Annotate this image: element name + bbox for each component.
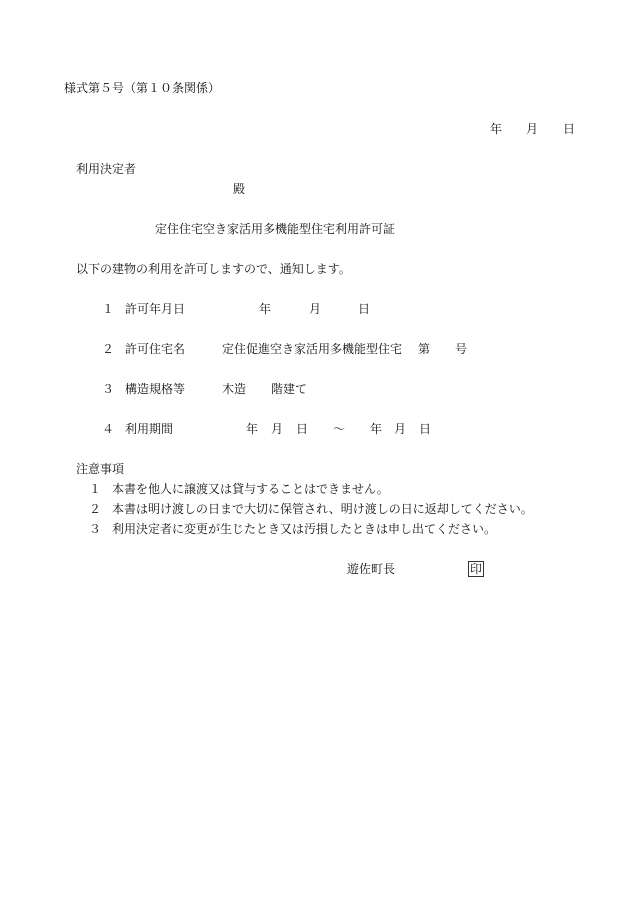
form-label: 様式第５号（第１０条関係） (64, 81, 221, 95)
note-text: 利用決定者に変更が生じたとき又は汚損したときは申し出てください。 (112, 522, 497, 536)
item-go: 号 (455, 342, 468, 356)
seal-mark (468, 561, 484, 577)
period-from-year: 年 (246, 422, 259, 436)
period-to-year: 年 (370, 422, 383, 436)
date-day: 日 (563, 122, 576, 136)
document-title: 定住住宅空き家活用多機能型住宅利用許可証 (155, 222, 396, 236)
item-dai: 第 (418, 342, 431, 356)
intro-text: 以下の建物の利用を許可しますので、通知します。 (76, 262, 351, 276)
period-to-month: 月 (394, 422, 407, 436)
item-month: 月 (309, 302, 322, 316)
period-tilde: ～ (333, 422, 346, 436)
item-floors: 階建て (271, 382, 308, 396)
item-year: 年 (259, 302, 272, 316)
item-structure-type: 木造 (222, 382, 247, 396)
item-label: 利用期間 (125, 422, 174, 436)
item-day: 日 (358, 302, 371, 316)
period-from-day: 日 (296, 422, 309, 436)
note-text: 本書を他人に譲渡又は貸与することはできません。 (112, 482, 389, 496)
item-number: ２ (102, 342, 115, 356)
date-year: 年 (490, 122, 503, 136)
seal-label: 印 (470, 562, 483, 576)
note-number: ３ (89, 522, 102, 536)
item-number: ３ (102, 382, 115, 396)
period-to-day: 日 (419, 422, 432, 436)
date-month: 月 (526, 122, 539, 136)
item-number: １ (102, 302, 115, 316)
note-number: １ (89, 482, 102, 496)
item-label: 構造規格等 (125, 382, 186, 396)
recipient-label: 利用決定者 (76, 162, 137, 176)
period-from-month: 月 (271, 422, 284, 436)
item-label: 許可年月日 (125, 302, 186, 316)
issuer-title: 遊佐町長 (347, 562, 396, 576)
item-number: ４ (102, 422, 115, 436)
recipient-honorific: 殿 (233, 182, 246, 196)
item-label: 許可住宅名 (125, 342, 186, 356)
note-number: ２ (89, 502, 102, 516)
item-value: 定住促進空き家活用多機能型住宅 (222, 342, 403, 356)
notes-heading: 注意事項 (76, 462, 125, 476)
note-text: 本書は明け渡しの日まで大切に保管され、明け渡しの日に返却してください。 (112, 502, 533, 516)
